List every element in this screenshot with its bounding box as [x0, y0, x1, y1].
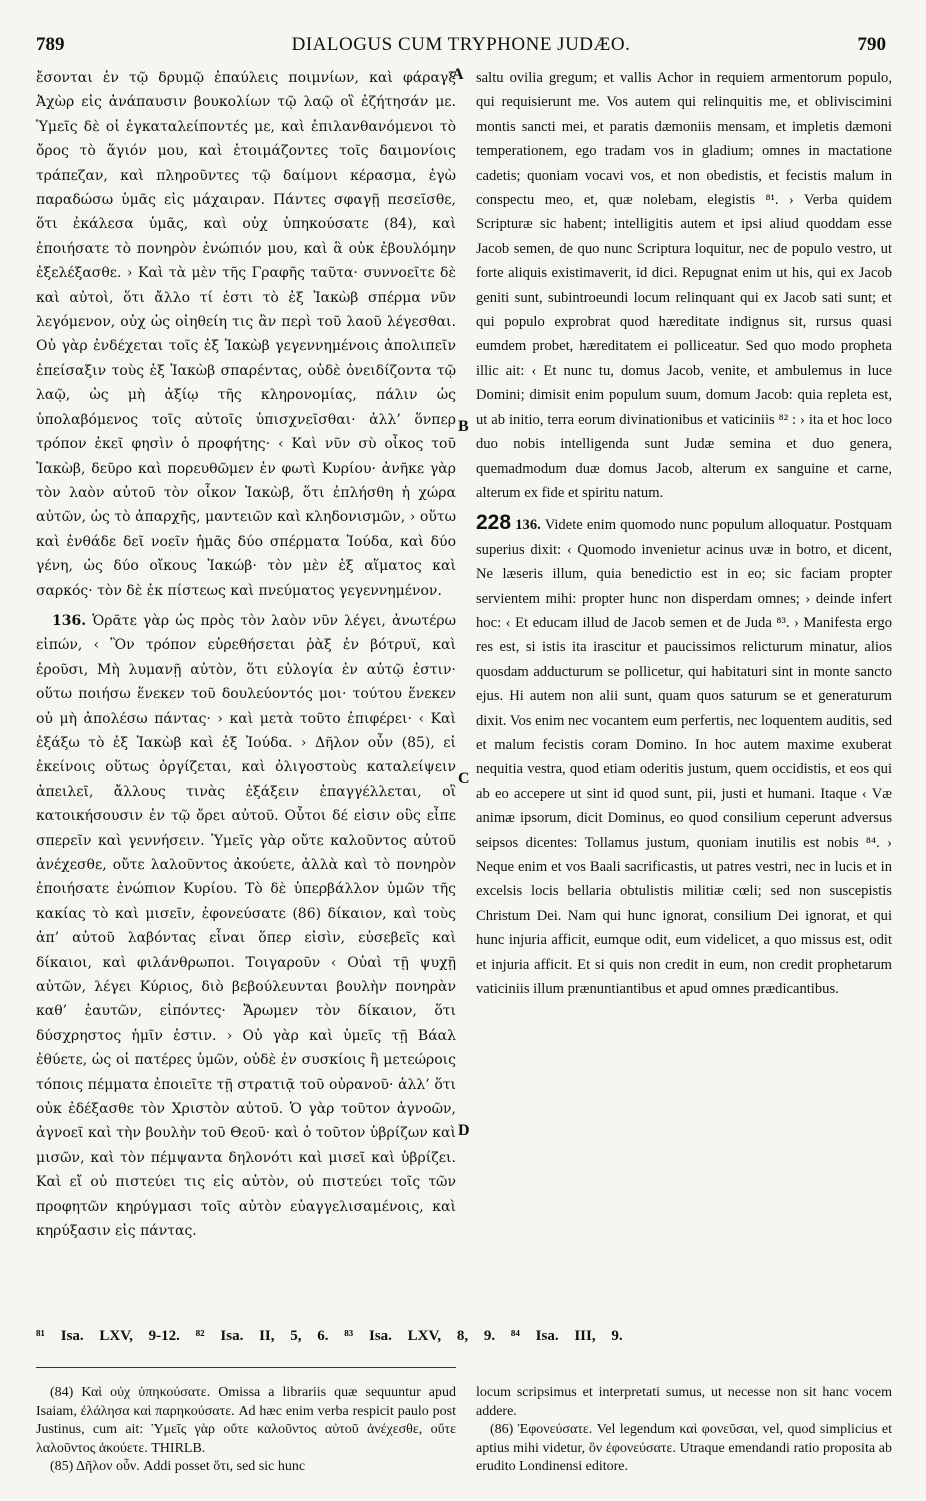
footnote-84: (84) Καὶ οὐχ ὑπηκούσατε. Omissa a librariis quæ sequuntur apud Isaiam, ἐλάλησα καὶ παρηκούσατε. Ad hæc enim verba respicit paulo post Justinus, cum ait: Ὑμεῖς γὰρ οὔτε καλοῦντος αὐτοῦ ἀνέχεσθε, οὔτε λαλοῦντος ἀκούετε. THIRLB.	[36, 1385, 456, 1456]
latin-paragraph-136	[476, 511, 892, 1001]
page-header	[36, 30, 886, 62]
latin-paragraph-2: Videte enim quomodo nunc populum alloquatur. Postquam superius dixit: ‹ Quomodo invenietur acinus uvæ in botro, et dicent, Ne læseris illum, quia benedictio est in eo; sic faciam propter servientem mihi: propter hunc non disperdam omnes; › deinde infert hoc: ‹ Et educam illud de Jacob semen et de Juda ⁸³. › Manifesta ergo res est, si istis ita irascitur et paucissimos relicturum minatur, alios quosdam adducturum se pollicetur, qui habitaturi sint in monte sancto ejus. Hi autem non alii sunt, quam quos saturum se et generaturum dixit. Vos enim nec vocantem eum perfertis, nec loquentem auditis, sed et malum fecistis coram Domino. In hoc autem maxime exuberat nequitia vestra, quod etiam oderitis justum, quem occidistis, et eos qui ab eo accepere ut sint id quod sunt, pii, justi et humani. Itaque ‹ Væ animæ ipsorum, dicit Dominus, eo quod consilium ceperunt adversus seipsos dicentes: Tollamus justum, quoniam inutilis est nobis ⁸⁴. › Neque enim et vos Baali sacrificastis, ut patres vestri, nec in lucis et in excelsis locis bellaria obtulistis militiæ cœli; sed non suscepistis Christum Dei. Nam qui hunc ignorat, consilium Dei ignorat, et qui hunc injuria afficit, eumque odit, eum videlicet, a quo missus est, odit et injuria afficit. Et si quis non credit in eum, non credit prophetarum vaticiniis illum prænuntiantibus et apud omnes prædicantibus.	[476, 517, 892, 998]
footnotes-right-column	[476, 1384, 892, 1477]
latin-text-column	[476, 66, 892, 1001]
page-marker: 228	[476, 511, 512, 535]
page-number-right: 790	[857, 34, 886, 55]
scripture-references: ⁸¹ Isa. LXV, 9-12. ⁸² Isa. II, 5, 6. ⁸³ Isa. LXV, 8, 9. ⁸⁴ Isa. III, 9.	[36, 1328, 623, 1344]
latin-section-number: 136.	[515, 517, 541, 534]
greek-section-number: 136.	[52, 612, 87, 629]
greek-paragraph-2: Ὁρᾶτε γὰρ ὡς πρὸς τὸν λαὸν νῦν λέγει, ἀνωτέρω εἰπών, ‹ Ὃν τρόπον εὑρεθήσεται ῥὰξ ἐν βότρυϊ, καὶ ἐροῦσι, Μὴ λυμανῇ αὐτὸν, ὅτι εὐλογία ἐν αὐτῷ ἐστιν· οὕτω ποιήσω ἕνεκεν τοῦ δουλεύοντός μοι· τούτου ἕνεκεν οὐ μὴ ἀπολέσω πάντας· › καὶ μετὰ τοῦτο ἐπιφέρει· ‹ Καὶ ἐξάξω τὸ ἐξ Ἰακὼβ καὶ ἐξ Ἰούδα. › Δῆλον οὖν (85), εἰ ἐκείνοις οὕτως ὀργίζεται, καὶ ὀλιγοστοὺς καταλείψειν ἀπειλεῖ, ἄλλους τινὰς ἐξάξειν ἐπαγγέλλεται, οἳ κατοικήσουσιν ἐν τῷ ὄρει αὐτοῦ. Οὗτοι δέ εἰσιν οὓς εἶπε σπερεῖν καὶ γεννήσειν. Ὑμεῖς γὰρ οὔτε καλοῦντος αὐτοῦ ἀνέχεσθε, οὔτε λαλοῦντος ἀκούετε, ἀλλὰ καὶ τὸ πονηρὸν ἐποιήσατε ἐνώπιον Κυρίου. Τὸ δὲ ὑπερβάλλον ὑμῶν τῆς κακίας τὸ καὶ μισεῖν, ἐφονεύσατε (86) δίκαιον, καὶ τοὺς ἀπ’ αὐτοῦ λαβόντας εἶναι ὅπερ εἰσὶν, εὐσεβεῖς καὶ δίκαιοι, καὶ φιλάνθρωποι. Τοιγαροῦν ‹ Οὐαὶ τῇ ψυχῇ αὐτῶν, λέγει Κύριος, διὸ βεβούλευνται βουλὴν πονηρὰν καθ’ ἑαυτῶν, εἰπόντες· Ἄρωμεν τὸν δίκαιον, ὅτι δύσχρηστος ἡμῖν ἐστιν. › Οὐ γὰρ καὶ ὑμεῖς τῇ Βάαλ ἐθύετε, ὡς οἱ πατέρες ὑμῶν, οὐδὲ ἐν συσκίοις ἢ μετεώροις τόποις πέμματα ἐποιεῖτε τῇ στρατιᾷ τοῦ οὐρανοῦ· ἀλλ’ ὅτι οὐκ ἐδέξασθε τὸν Χριστὸν αὐτοῦ. Ὁ γὰρ τοῦτον ἀγνοῶν, ἀγνοεῖ καὶ τὴν βουλὴν τοῦ Θεοῦ· καὶ ὁ τοῦτον ὑβρίζων καὶ μισῶν, καὶ τὸν πέμψαντα δηλονότι καὶ μισεῖ καὶ ὑβρίζει. Καὶ εἴ οὐ πιστεύει τις εἰς αὐτὸν, οὐ πιστεύει τοῖς τῶν προφητῶν κηρύγμασι τοῖς αὐτὸν εὐαγγελισαμένοις, καὶ κηρύξασιν εἰς πάντας.	[36, 612, 456, 1240]
margin-letter-d: D	[458, 1122, 470, 1139]
footnote-rule	[36, 1367, 456, 1368]
footnote-85: (85) Δῆλον οὖν. Addi posset ὅτι, sed sic hunc	[50, 1459, 306, 1474]
greek-text-column	[36, 66, 456, 1244]
greek-paragraph-136	[36, 609, 456, 1244]
running-title: DIALOGUS CUM TRYPHONE JUDÆO.	[291, 34, 631, 55]
page-number-left: 789	[36, 34, 65, 55]
footnote-86: (86) Ἐφονεύσατε. Vel legendum καὶ φονεῦσαι, vel, quod simplicius et aptius mihi videtur, ὃν ἐφονεύσατε. Utraque emendandi ratio proposita ab erudito Londinensi editore.	[476, 1422, 892, 1474]
margin-letter-c: C	[458, 770, 470, 787]
margin-letter-a: A	[452, 66, 464, 83]
greek-paragraph-1: ἔσονται ἐν τῷ δρυμῷ ἐπαύλεις ποιμνίων, καὶ φάραγξ Ἀχὼρ εἰς ἀνάπαυσιν βουκολίων τῷ λαῷ οἳ ἐζήτησάν με. Ὑμεῖς δὲ οἱ ἐγκαταλείποντές με, καὶ ἐπιλανθανόμενοι τὸ ὄρος τὸ ἅγιόν μου, καὶ ἑτοιμάζοντες τοῖς δαιμονίοις τράπεζαν, καὶ πληροῦντες τῷ δαίμονι κέρασμα, ἐγὼ παραδώσω ὑμᾶς εἰς μάχαιραν. Πάντες σφαγῇ πεσεῖσθε, ὅτι ἐκάλεσα ὑμᾶς, καὶ οὐχ ὑπηκούσατε (84), καὶ ἐποιήσατε τὸ πονηρὸν ἐνώπιόν μου, καὶ ἃ οὐκ ἐβουλόμην ἐξελέξασθε. › Καὶ τὰ μὲν τῆς Γραφῆς ταῦτα· συννοεῖτε δὲ καὶ αὐτοὶ, ὅτι ἄλλο τί ἐστι τὸ ἐξ Ἰακὼβ σπέρμα νῦν λεγόμενον, οὐχ ὡς οἰηθείη τις ἂν περὶ τοῦ λαοῦ λέγεσθαι. Οὐ γὰρ ἐνδέχεται τοῖς ἐξ Ἰακὼβ γεγεννημένοις ἀπολιπεῖν ἐπείσαξιν τοὺς ἐξ Ἰακὼβ σπαρέντας, οὐδὲ ὀνειδίζοντα τῷ λαῷ, ὡς μὴ ἀξίῳ τῆς κληρονομίας, πάλιν ὡς ὑπολαβόμενος τοῖς αὐτοῖς ὑπισχνεῖσθαι· ἀλλ’ ὅνπερ τρόπον ἐκεῖ φησὶν ὁ προφήτης· ‹ Καὶ νῦν σὺ οἶκος τοῦ Ἰακὼβ, δεῦρο καὶ πορευθῶμεν ἐν φωτὶ Κυρίου· ἀνῆκε γὰρ τὸν λαὸν αὐτοῦ τὸν οἶκον Ἰακὼβ, ὅτι ἐπλήσθη ἡ χώρα αὐτῶν, ὡς τὸ ἀπαρχῆς, μαντειῶν καὶ κληδονισμῶν, › οὕτω καὶ ἐνθάδε δεῖ νοεῖν ἡμᾶς δύο σπέρματα Ἰούδα, καὶ δύο γένη, ὡς δύο οἴκους Ἰακώβ· τὸν μὲν ἐξ αἵματος καὶ σαρκός· τὸν δὲ ἐκ πίστεως καὶ πνεύματος γεγεννημένον.	[36, 70, 456, 599]
footnotes-left-column	[36, 1384, 456, 1477]
latin-paragraph-1: saltu ovilia gregum; et vallis Achor in requiem armentorum populo, qui requisierunt me. Vos autem qui relinquitis me, et obliviscimini montis sancti mei, et paratis dæmoniis mensam, et impletis dæmoni temperationem, ego tradam vos in gladium; omnes in mactatione cadetis; quoniam vocavi vos, et non obedistis, et fecistis malum in conspectu meo, et, quæ nolebam, elegistis ⁸¹. › Verba quidem Scripturæ sic habent; intelligitis autem et ipsi aliud quoddam esse Jacob semen, de quo nunc Scriptura loquitur, nec de populo vestro, ut forte aliquis existimaverit, id dici. Repugnat enim ut his, qui ex Jacob geniti sunt, subintroeundi locum relinquant qui ex Jacob sati sunt; et qui populo exprobrat quod hæreditate indignus sit, rursus quasi eumdem probet, hæreditatem ei polliceatur. Sed quo modo propheta illic ait: ‹ Et nunc tu, domus Jacob, venite, et ambulemus in luce Domini; dimisit enim populum suum, domum Jacob: quia repleta est, ut ab initio, terra eorum divinationibus et vaticiniis ⁸² : › ita et hoc loco duo nobis intelligenda sunt Judæ semina et duo genera, quemadmodum duæ domus Jacob, alterum ex sanguine et carne, alterum ex fide et spiritu natum.	[476, 70, 892, 501]
margin-letter-b: B	[458, 418, 469, 435]
footnote-85-continued: locum scripsimus et interpretati sumus, ut necesse non sit hanc vocem addere.	[476, 1385, 892, 1419]
